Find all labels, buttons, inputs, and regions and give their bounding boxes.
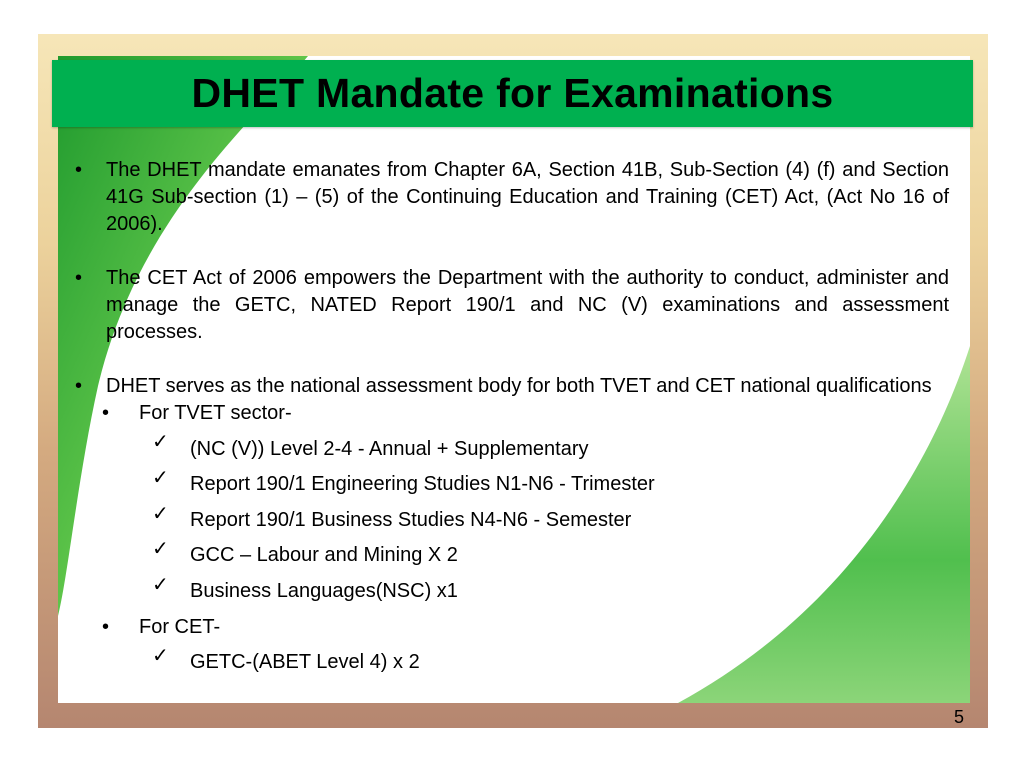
check-item (72, 534, 949, 570)
bullet-icon: • (102, 616, 110, 638)
bullet-item (72, 157, 949, 238)
bullet-icon: • (75, 267, 83, 289)
bullet-text: The CET Act of 2006 empowers the Department with the authority to conduct, administer and manage the GETC, NATED Report 190/1 and NC (V) examinations and assessment processes. (106, 267, 949, 343)
checkmark-icon: ✓ (152, 502, 169, 525)
sub-bullet-tvet (72, 400, 949, 427)
check-item (72, 641, 949, 677)
check-item-text: GETC-(ABET Level 4) x 2 (190, 651, 420, 673)
check-item-text: GCC – Labour and Mining X 2 (190, 544, 458, 566)
check-item-text: Report 190/1 Business Studies N4-N6 - Semester (190, 508, 632, 531)
slide-content (72, 157, 949, 677)
checkmark-icon: ✓ (152, 538, 169, 560)
check-item-text: Report 190/1 Engineering Studies N1-N6 - Trimester (190, 473, 655, 495)
bullet-item (72, 373, 949, 400)
bullet-text: The DHET mandate emanates from Chapter 6A, Section 41B, Sub-Section (4) (f) and Section 41G Sub-section (1) – (5) of the Continuing Education and Training (CET) Act, (Act No 16 of 2006). (106, 159, 949, 235)
sub-bullet-label: For TVET sector- (139, 402, 292, 424)
bullet-item (72, 265, 949, 346)
checkmark-icon: ✓ (152, 467, 169, 489)
sub-bullet-label: For CET- (139, 616, 221, 638)
check-item (72, 427, 949, 463)
check-item-text: Business Languages(NSC) x1 (190, 579, 458, 602)
check-item (72, 463, 949, 499)
page-number: 5 (953, 707, 964, 727)
checkmark-icon: ✓ (152, 573, 169, 596)
title-bar (52, 60, 973, 127)
slide-title: DHET Mandate for Examinations (191, 70, 834, 116)
bullet-text: DHET serves as the national assessment body for both TVET and CET national qualifications (106, 375, 932, 397)
bullet-icon: • (75, 159, 83, 181)
bullet-icon: • (75, 375, 83, 397)
sub-bullet-cet (72, 614, 949, 641)
check-item (72, 570, 949, 606)
checkmark-icon: ✓ (152, 431, 169, 453)
bullet-icon: • (102, 402, 110, 424)
check-item (72, 499, 949, 535)
check-item-text: (NC (V)) Level 2-4 - Annual + Supplementary (190, 438, 589, 460)
checkmark-icon: ✓ (152, 645, 169, 667)
